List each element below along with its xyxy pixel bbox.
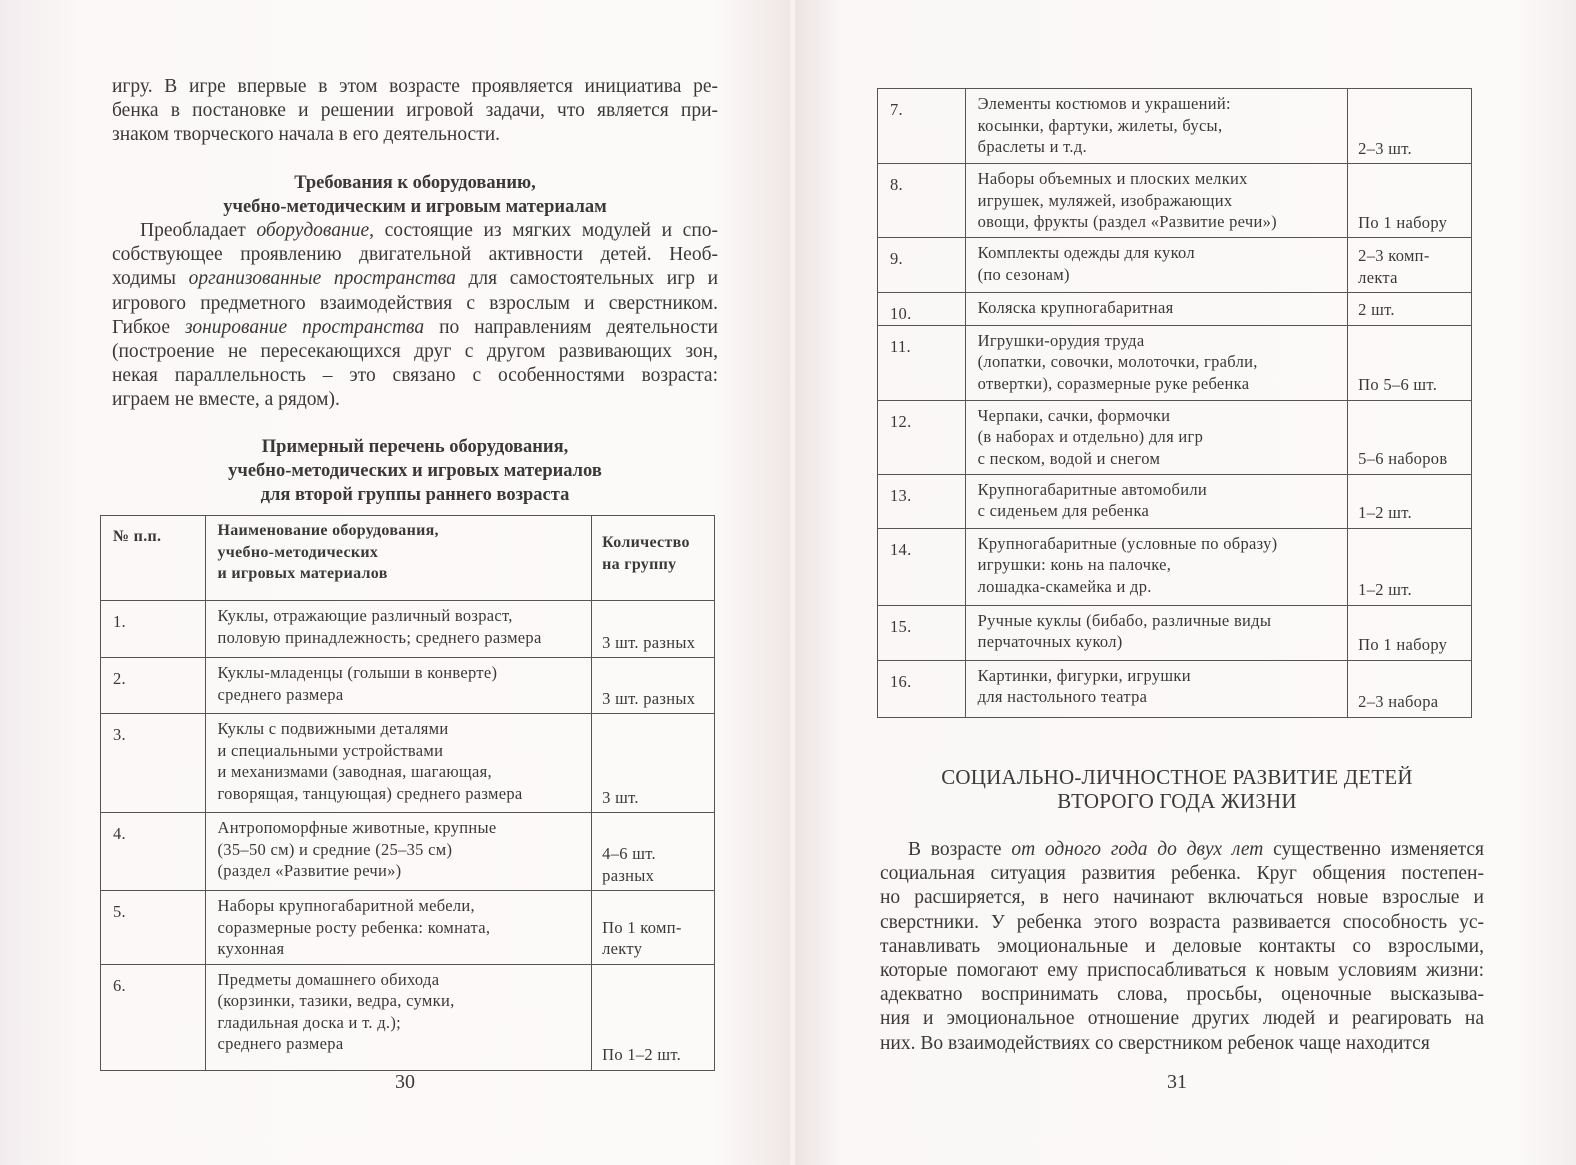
text-segment: по направлениям деятельности xyxy=(424,316,718,338)
quantity xyxy=(592,813,715,891)
table-row xyxy=(101,601,715,658)
item-name xyxy=(965,293,1348,326)
name-line: косынки, фартуки, жилеты, бусы, xyxy=(977,115,1223,135)
name-line: (в наборах и отдельно) для игр xyxy=(977,427,1204,446)
quantity xyxy=(1348,164,1472,238)
table-header-row xyxy=(101,516,715,601)
quantity xyxy=(592,516,715,601)
table-row xyxy=(878,89,1472,164)
social-development-paragraph xyxy=(880,838,1484,1056)
heading-line: Примерный перечень оборудования, xyxy=(261,437,569,457)
name-line: отвертки), соразмерные руке ребенка xyxy=(977,373,1250,393)
text-line xyxy=(112,267,718,291)
quantity xyxy=(1348,400,1472,474)
item-name xyxy=(965,660,1348,717)
name-line: и специальными устройствами xyxy=(217,740,444,760)
text-line: бенка в постановке и решении игровой задачи, что является при- xyxy=(112,100,718,122)
name-line: Крупногабаритные автомобили xyxy=(977,479,1208,499)
quantity xyxy=(1348,660,1472,717)
item-name xyxy=(965,164,1348,238)
name-line: и механизмами (заводная, шагающая, xyxy=(217,762,492,781)
qty-line: разных xyxy=(602,865,655,885)
name-line: для настольного театра xyxy=(977,687,1148,706)
name-line: (35–50 см) и средние (25–35 см) xyxy=(217,839,453,859)
row-number: 13. xyxy=(878,474,966,528)
qty-line: 3 шт. разных xyxy=(602,688,696,708)
text-line: которые помогают ему приспосабливаться к новым условиям жизни: xyxy=(880,960,1484,982)
table-title xyxy=(112,435,718,508)
name-line: Антропоморфные животные, крупные xyxy=(217,818,497,837)
item-name xyxy=(965,238,1348,293)
heading-line: учебно-методическим и игровым материалам xyxy=(223,197,607,218)
name-line: Куклы-младенцы (голыши в конверте) xyxy=(217,663,498,682)
text-line xyxy=(880,838,1484,862)
name-line: браслеты и т.д. xyxy=(977,137,1087,156)
table-row xyxy=(878,660,1472,717)
text-line: адекватно воспринимать слова, просьбы, оценочные высказыва- xyxy=(880,984,1484,1006)
page-number: 30 xyxy=(395,1071,415,1093)
qty-line: 1–2 шт. xyxy=(1358,580,1412,599)
qty-line: 5–6 наборов xyxy=(1358,449,1448,468)
qty-line: 4–6 шт. xyxy=(602,844,656,863)
italic-text: оборудование, xyxy=(256,220,374,241)
row-number: № п.п. xyxy=(101,516,206,601)
intro-paragraph xyxy=(112,75,718,148)
qty-line: лекта xyxy=(1358,267,1398,287)
qty-line: 2–3 набора xyxy=(1358,692,1439,711)
quantity xyxy=(592,658,715,714)
name-line: с песком, водой и снегом xyxy=(977,448,1161,468)
name-line: лошадка-скамейка и др. xyxy=(977,576,1152,596)
name-line: Наборы крупногабаритной мебели, xyxy=(217,896,475,915)
name-line: Комплекты одежды для кукол xyxy=(977,243,1195,262)
italic-text: от одного года до двух лет xyxy=(1011,839,1264,860)
table-row xyxy=(101,813,715,891)
row-number: 15. xyxy=(878,605,966,660)
name-line: (лопатки, совочки, молоточки, грабли, xyxy=(977,352,1258,371)
text-line: некая параллельность – это связано с особенностями возраста: xyxy=(112,365,718,387)
row-number: 16. xyxy=(878,660,966,717)
qty-line: 3 шт. xyxy=(602,787,639,807)
section-heading xyxy=(112,171,718,219)
item-name xyxy=(965,528,1348,605)
name-line: Игрушки-орудия труда xyxy=(977,330,1145,350)
text-segment: состоящие из мягких модулей и спо- xyxy=(373,220,718,241)
table-row xyxy=(878,605,1472,660)
qty-line: 2 шт. xyxy=(1358,300,1395,319)
quantity xyxy=(1348,474,1472,528)
quantity xyxy=(592,714,715,813)
qty-line: По 1 набору xyxy=(1358,212,1448,232)
table-row xyxy=(878,238,1472,293)
text-line: ния и эмоциональное отношение других людей и реагировать на xyxy=(880,1008,1484,1030)
italic-text: организованные пространства xyxy=(188,268,456,290)
table-row xyxy=(878,164,1472,238)
quantity xyxy=(592,964,715,1070)
text-segment: существенно изменяется xyxy=(1263,839,1484,860)
quantity xyxy=(1348,605,1472,660)
name-line: (раздел «Развитие речи») xyxy=(217,861,402,880)
table-row xyxy=(878,474,1472,528)
item-name xyxy=(205,964,592,1070)
name-line: Коляска крупногабаритная xyxy=(977,298,1174,317)
name-line: (по сезонам) xyxy=(977,264,1070,284)
name-line: гладильная доска и т. д.); xyxy=(217,1012,402,1032)
qty-line: По 1 набору xyxy=(1358,635,1448,654)
table-row xyxy=(101,891,715,965)
section-title xyxy=(877,766,1477,813)
name-line: Наборы объемных и плоских мелких xyxy=(977,169,1248,188)
row-number: 11. xyxy=(878,325,966,400)
text-line: игрового предметного взаимодействия с взрослым и сверстником. xyxy=(112,292,718,314)
text-line: но расширяется, в него начинают включаться новые взрослые и xyxy=(880,887,1484,909)
quantity xyxy=(1348,325,1472,400)
name-line: игрушек, муляжей, изображающих xyxy=(977,190,1233,210)
name-line: овощи, фрукты (раздел «Развитие речи») xyxy=(977,212,1277,231)
heading-line: СОЦИАЛЬНО-ЛИЧНОСТНОЕ РАЗВИТИЕ ДЕТЕЙ xyxy=(941,765,1413,789)
qty-line: 2–3 комп- xyxy=(1358,246,1430,265)
text-line xyxy=(112,316,718,340)
quantity xyxy=(1348,238,1472,293)
text-line: игру. В игре впервые в этом возрасте проявляется инициатива ре- xyxy=(112,76,718,97)
text-segment: Гибкое xyxy=(112,316,185,338)
table-row xyxy=(101,714,715,813)
name-line: Картинки, фигурки, игрушки xyxy=(977,665,1191,685)
item-name xyxy=(965,400,1348,474)
text-segment: для самостоятельных игр и xyxy=(455,268,719,290)
name-line: с сиденьем для ребенка xyxy=(977,501,1150,520)
qty-line: 1–2 шт. xyxy=(1358,503,1412,522)
heading-line: для второй группы раннего возраста xyxy=(260,485,570,506)
equipment-table xyxy=(100,515,715,1071)
qty-line: 2–3 шт. xyxy=(1358,138,1412,158)
row-number: 9. xyxy=(878,238,966,293)
row-number: 14. xyxy=(878,528,966,605)
right-page xyxy=(795,0,1576,1165)
text-line xyxy=(112,219,718,243)
item-name xyxy=(205,813,592,891)
name-line: перчаточных кукол) xyxy=(977,632,1123,651)
text-line: них. Во взаимодействиях со сверстником ребенок чаще находится xyxy=(880,1032,1430,1054)
quantity xyxy=(1348,528,1472,605)
name-line: кухонная xyxy=(217,939,285,958)
name-line: Куклы, отражающие различный возраст, xyxy=(217,606,513,625)
row-number: 5. xyxy=(101,891,206,965)
name-line: соразмерные росту ребенка: комната, xyxy=(217,917,491,937)
qty-line: По 5–6 шт. xyxy=(1358,375,1438,394)
table-row xyxy=(878,325,1472,400)
quantity xyxy=(1348,89,1472,164)
row-number: 8. xyxy=(878,164,966,238)
text-line: (построение не пересекающихся друг с другом развивающих зон, xyxy=(112,341,718,363)
heading-line: Требования к оборудованию, xyxy=(294,173,536,193)
row-number: 4. xyxy=(101,813,206,891)
name-line: среднего размера xyxy=(217,1034,344,1053)
quantity xyxy=(592,891,715,965)
name-line: (корзинки, тазики, ведра, сумки, xyxy=(217,991,455,1010)
name-line: Крупногабаритные (условные по образу) xyxy=(977,533,1278,553)
quantity xyxy=(592,601,715,658)
item-name xyxy=(965,325,1348,400)
row-number: 7. xyxy=(878,89,966,164)
text-line: играем не вместе, а рядом). xyxy=(112,389,340,411)
heading-line: учебно-методических и игровых материалов xyxy=(228,461,602,482)
page-number: 31 xyxy=(1167,1071,1187,1093)
quantity xyxy=(1348,293,1472,326)
qty-line: лекту xyxy=(602,939,643,958)
qty-line: Количество xyxy=(602,534,690,551)
italic-text: зонирование пространства xyxy=(184,316,425,338)
name-line: игрушки: конь на палочке, xyxy=(977,555,1172,574)
qty-line: По 1–2 шт. xyxy=(602,1045,682,1064)
name-line: Черпаки, сачки, формочки xyxy=(977,405,1171,425)
text-line: сверстники. У ребенка этого возраста развивается способность ус- xyxy=(880,911,1484,933)
row-number: 3. xyxy=(101,714,206,813)
text-segment: ходимы xyxy=(112,268,189,290)
name-line: среднего размера xyxy=(217,684,344,704)
table-row xyxy=(101,658,715,714)
name-line: Ручные куклы (бибабо, различные виды xyxy=(977,610,1272,630)
row-number: 1. xyxy=(101,601,206,658)
table-row xyxy=(878,400,1472,474)
heading-line: ВТОРОГО ГОДА ЖИЗНИ xyxy=(1057,788,1297,813)
name-line: Элементы костюмов и украшений: xyxy=(977,94,1231,113)
item-name xyxy=(965,89,1348,164)
qty-line: 3 шт. разных xyxy=(602,632,696,652)
item-name xyxy=(205,601,592,658)
qty-line: на группу xyxy=(602,555,677,573)
text-line: социальная ситуация развития ребенка. Круг общения постепен- xyxy=(880,863,1484,885)
text-line: танавливать эмоциональные и деловые контакты со взрослыми, xyxy=(880,935,1484,957)
item-name xyxy=(205,714,592,813)
text-line: знаком творческого начала в его деятельности. xyxy=(112,124,501,146)
equipment-table-continued xyxy=(877,88,1472,718)
item-name xyxy=(205,658,592,714)
name-line: говорящая, танцующая) среднего размера xyxy=(217,783,523,803)
row-number: 12. xyxy=(878,400,966,474)
item-name xyxy=(965,605,1348,660)
name-line: Куклы с подвижными деталями xyxy=(217,719,449,738)
name-line: Предметы домашнего обихода xyxy=(217,969,440,989)
item-name xyxy=(205,891,592,965)
text-line: собствующее проявлению двигательной активности детей. Необ- xyxy=(112,244,718,266)
table-row xyxy=(878,528,1472,605)
qty-line: По 1 комп- xyxy=(602,917,682,937)
item-name xyxy=(205,516,592,601)
item-name xyxy=(965,474,1348,528)
name-line: и игровых материалов xyxy=(217,565,388,582)
name-line: половую принадлежность; среднего размера xyxy=(217,627,542,647)
table-row xyxy=(101,964,715,1070)
equipment-paragraph xyxy=(112,219,718,413)
text-segment: В возрасте xyxy=(908,839,1012,860)
row-number: 2. xyxy=(101,658,206,714)
row-number: 10. xyxy=(878,293,966,326)
name-line: учебно-методических xyxy=(217,543,379,561)
row-number: 6. xyxy=(101,964,206,1070)
table-row xyxy=(878,293,1472,326)
name-line: Наименование оборудования, xyxy=(217,522,439,539)
text-segment: Преобладает xyxy=(140,220,257,241)
